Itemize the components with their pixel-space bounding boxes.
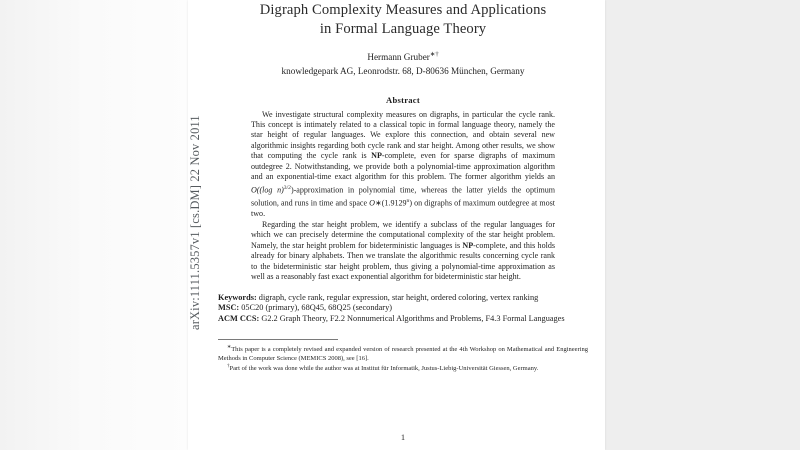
acm-ccs-line [218,314,588,325]
keywords-label: Keywords: [218,292,257,302]
title-line-2: in Formal Language Theory [319,20,487,37]
abstract-heading: Abstract [386,94,420,105]
abstract-p2-segment-a: Regarding the star height problem, we identify a subclass of the regular languages for which we can precisely determine the computational complexity of the star height problem. Namely, the star height problem for bideterministic languages is [251,219,555,250]
author-line [218,49,588,64]
abstract-p1-segment-c: )-approximation in polynomial time, whereas the latter yields the optimum solution, and runs in time and space [251,185,555,208]
page-number: 1 [400,432,406,442]
abstract-paragraph-2 [251,220,555,283]
abstract-body [251,110,555,283]
footnotes-block [218,344,588,374]
abstract-p1-exponent-1: 3/2 [283,184,291,191]
footnote-2-mark: † [227,364,230,370]
footnote-2-text: Part of the work was done while the author was at Institut für Informatik, Justus-Liebig-Universität Giessen, Germany. [229,365,539,373]
footnote-2 [218,363,588,374]
footnote-1 [218,344,588,363]
viewer-backdrop-right [605,0,800,450]
msc-line [218,303,588,314]
abstract-paragraph-1 [251,110,555,220]
title-line-1: Digraph Complexity Measures and Applications [259,2,547,18]
author-footnote-marks: ∗† [429,51,439,58]
author-name: Hermann Gruber [367,52,430,63]
arxiv-identifier-stamp: arXiv:1111.5357v1 [cs.DM] 22 Nov 2011 [188,115,202,330]
abstract-p1-math-2b: ∗(1.9129 [374,198,407,208]
acm-ccs-value: G2.2 Graph Theory, F2.2 Nonnumerical Algorithms and Problems, F4.3 Formal Languages [261,313,565,323]
msc-label: MSC: [218,303,240,313]
abstract-p1-math-1: O((log n) [251,185,284,195]
page-content [218,0,588,450]
viewer-backdrop-left [0,0,190,450]
document-page [188,0,605,450]
abstract-p1-segment-a: We investigate structural complexity measures on digraphs, in particular the cycle rank. This concept is intimately related to a classical topic in formal language theory, namely the star height of regular languages. We explore this connection, and obtain several new algorithmic insights regarding both cycle rank and star height. Among other results, we show that computing the cycle rank is [251,109,555,161]
footnote-1-mark: ∗ [227,345,232,351]
abstract-p2-np-bold: NP [462,240,474,250]
keywords-value: digraph, cycle rank, regular expression, star height, ordered coloring, vertex ranking [258,292,539,302]
abstract-p1-math-2: O [369,198,375,208]
abstract-p1-exponent-2: n [406,197,410,204]
footnote-separator-rule [218,339,338,340]
author-affiliation: knowledgepark AG, Leonrodstr. 68, D-80636 München, Germany [281,66,525,77]
acm-ccs-label: ACM CCS: [218,313,260,323]
keywords-line [218,293,588,304]
abstract-p1-segment-b: -complete, even for sparse digraphs of maximum outdegree 2. Notwithstanding, we provide both a polynomial-time approximation algorithm and an exponential-time exact algorithm for this problem. The former algorithm yields an [251,151,555,182]
abstract-p1-segment-d: ) on digraphs of maximum outdegree at most two. [251,198,555,218]
page-title [218,1,588,38]
footnote-1-text: This paper is a completely revised and expanded version of research presented at the 4th Workshop on Mathematical and Engineering Methods in Computer Science (MEMICS 2008), see [16]. [218,346,588,362]
abstract-p2-segment-b: -complete, and this holds already for binary alphabets. Then we translate the algorithmic results concerning cycle rank to the bideterministic star height problem, thus giving a polynomial-time approximation as well as a reasonably fast exact exponential algorithm for bideterministic star height. [251,240,555,282]
metadata-block [218,293,588,325]
abstract-p1-np-bold: NP [371,151,382,161]
msc-value: 05C20 (primary), 68Q45, 68Q25 (secondary) [241,303,392,313]
